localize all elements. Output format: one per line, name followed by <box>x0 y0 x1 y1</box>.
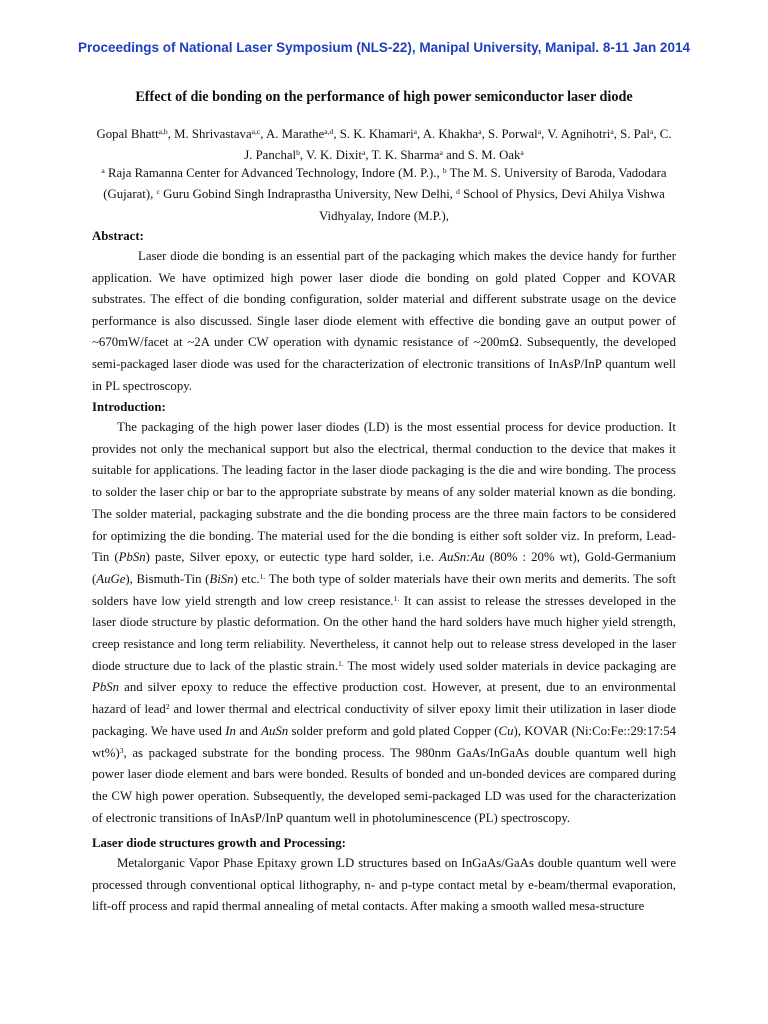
author-affiliation-mark: a <box>413 127 418 136</box>
affiliations <box>92 163 676 227</box>
italic-term: Cu <box>498 723 514 738</box>
abstract-text: Laser diode die bonding is an essential part of the packaging which makes the device handy for further application. We have optimized high power laser diode die bonding on gold plated Copper and KOVAR substrates. The effect of die bonding configuration, solder material and different substrate usage on the device performance is also discussed. Single laser diode element with effective die bonding gave an output power of ~670mW/facet at ~2A under CW operation with dynamic resistance of ~200mΩ. Subsequently, the developed semi-packaged laser diode was used for the characterization of electronic transitions of InAsP/InP quantum well in PL spectroscopy. <box>92 249 676 393</box>
author-name: S. Pal <box>620 127 650 141</box>
affiliation-mark-a: a <box>101 166 105 175</box>
author-affiliation-mark: a <box>439 148 443 158</box>
author-name: T. K. Sharma <box>371 148 440 163</box>
affiliation-b: The M. S. University of Baroda, Vadodara (Gujarat), <box>103 166 667 202</box>
citation-mark: 2 <box>165 702 170 712</box>
affiliation-d: School of Physics, Devi Ahilya Vishwa Vidhyalay, Indore (M.P.), <box>319 187 665 223</box>
affiliation-mark-d: d <box>456 187 460 197</box>
italic-term: AuGe <box>96 571 126 586</box>
author-name: Gopal Bhatt <box>96 127 159 141</box>
citation-mark: 1. <box>259 571 266 581</box>
author-name: C. J. Panchal <box>244 127 672 163</box>
author-affiliation-mark: a <box>361 148 366 158</box>
author-affiliation-mark: a <box>537 127 542 136</box>
author-name: A. Khakha <box>422 127 479 141</box>
author-name: S. Porwal <box>487 127 538 141</box>
italic-term: PbSn <box>92 680 120 695</box>
author-name: S. M. Oak <box>467 148 521 163</box>
author-affiliation-mark: a,c <box>251 127 261 136</box>
affiliation-mark-b: b <box>442 166 447 175</box>
author-name: A. Marathe <box>265 127 325 141</box>
growth-processing-heading: Laser diode structures growth and Processing: <box>92 836 346 850</box>
citation-mark: 3 <box>119 745 124 755</box>
citation-mark: 1. <box>338 658 344 668</box>
affiliation-c: Guru Gobind Singh Indraprastha University, New Delhi, <box>159 187 457 202</box>
author-affiliation-mark: a <box>610 127 614 136</box>
author-name: V. K. Dixit <box>306 148 362 163</box>
author-name: S. K. Khamari <box>339 127 414 141</box>
paper-title: Effect of die bonding on the performance of high power semiconductor laser diode <box>135 89 633 105</box>
author-affiliation-mark: a <box>478 127 482 136</box>
affiliation-a: Raja Ramanna Center for Advanced Technology, Indore (M. P.)., <box>104 166 443 180</box>
author-affiliation-mark: a,b <box>158 127 168 136</box>
author-list: Gopal Bhatt$^{a,b}$, M. Shrivastava$^{a,c}$, A. Marathe$^{a,d}$, S. K. Khamari$^a$, A. Khakha$^a$, S. Porwal$^a$, V. Agnihotri$^a$, S. Pal$^a$, C. J. Panchal$^b$, V. K. Dixit$^a$, T. K. Sharma$^a$ and S. M. Oak$^a$ <box>96 127 672 163</box>
author-affiliation-mark: b <box>296 148 300 158</box>
italic-term: In <box>225 723 236 738</box>
introduction-heading: Introduction: <box>92 400 166 414</box>
author-name: M. Shrivastava <box>174 127 252 141</box>
italic-term: AuSn:Au <box>439 550 485 565</box>
abstract-heading: Abstract: <box>92 229 144 243</box>
italic-term: AuSn <box>261 723 289 738</box>
author-affiliation-mark: a,d <box>324 127 334 136</box>
conference-header: Proceedings of National Laser Symposium (NLS-22), Manipal University, Manipal. 8-11 Jan 2014 <box>78 40 690 55</box>
italic-term: BiSn <box>209 571 234 586</box>
author-affiliation-mark: a <box>650 127 654 136</box>
introduction-text: The packaging of the high power laser diodes (LD) is the most essential process for device production. It provides not only the mechanical support but also the electrical, thermal conduction to the device that makes it suitable for applications. The leading factor in the laser diode packaging is the die and wire bonding. The process to solder the laser chip or bar to the appropriate substrate by means of any solder material known as die bonding. The solder material, packaging substrate and the die bonding process are the three main factors to be considered for optimizing the die bonding. The material used for the die bonding is either soft solder viz. In preform, Lead-Tin (PbSn) paste, Silver epoxy, or eutectic type hard solder, i.e. AuSn:Au (80% : 20% wt), Gold-Germanium (AuGe), Bismuth-Tin (BiSn) etc.$^{1.}$ The both type of solder materials have their own merits and demerits. The soft solders have low yield strength and low creep resistance.$^{1.}$ It can assist to release the stresses developed in the laser diode structure by plastic deformation. On the other hand the hard solders have much higher yield strength, creep resistance and long term reliability. Nevertheless, it cannot help out to release stress developed in the laser diode structure due to lack of the plastic strain.$^{1.}$ The most widely used solder materials in device packaging are PbSn and silver epoxy to reduce the effective production cost. However, at present, due to an environmental hazard of lead$^2$ and lower thermal and electrical conductivity of silver epoxy limit their utilization in laser diode packaging. We have used In and AuSn solder preform and gold plated Copper (Cu), KOVAR (Ni:Co:Fe::29:17:54 wt%)$^3$, as packaged substrate for the bonding process. The 980nm GaAs/InGaAs double quantum well high power laser diode element and bars were bonded. Results of bonded and un-bonded devices are compared during the CW high power operation. Subsequently, the developed semi-packaged LD was used for the characterization of electronic transitions of InAsP/InP quantum well in photoluminescence (PL) spectroscopy. <box>92 420 676 825</box>
citation-mark: 1. <box>393 593 400 603</box>
growth-processing-text: Metalorganic Vapor Phase Epitaxy grown LD structures based on InGaAs/GaAs double quantum well were processed through conventional optical lithography, n- and p-type contact metal by e-beam/thermal evaporation, lift-off process and rapid thermal annealing of metal contacts. After making a smooth walled mesa-structure <box>92 856 676 914</box>
italic-term: PbSn <box>118 550 146 565</box>
author-affiliation-mark: a <box>520 148 524 158</box>
author-name: V. Agnihotri <box>547 127 611 141</box>
affiliation-mark-c: c <box>156 187 160 197</box>
